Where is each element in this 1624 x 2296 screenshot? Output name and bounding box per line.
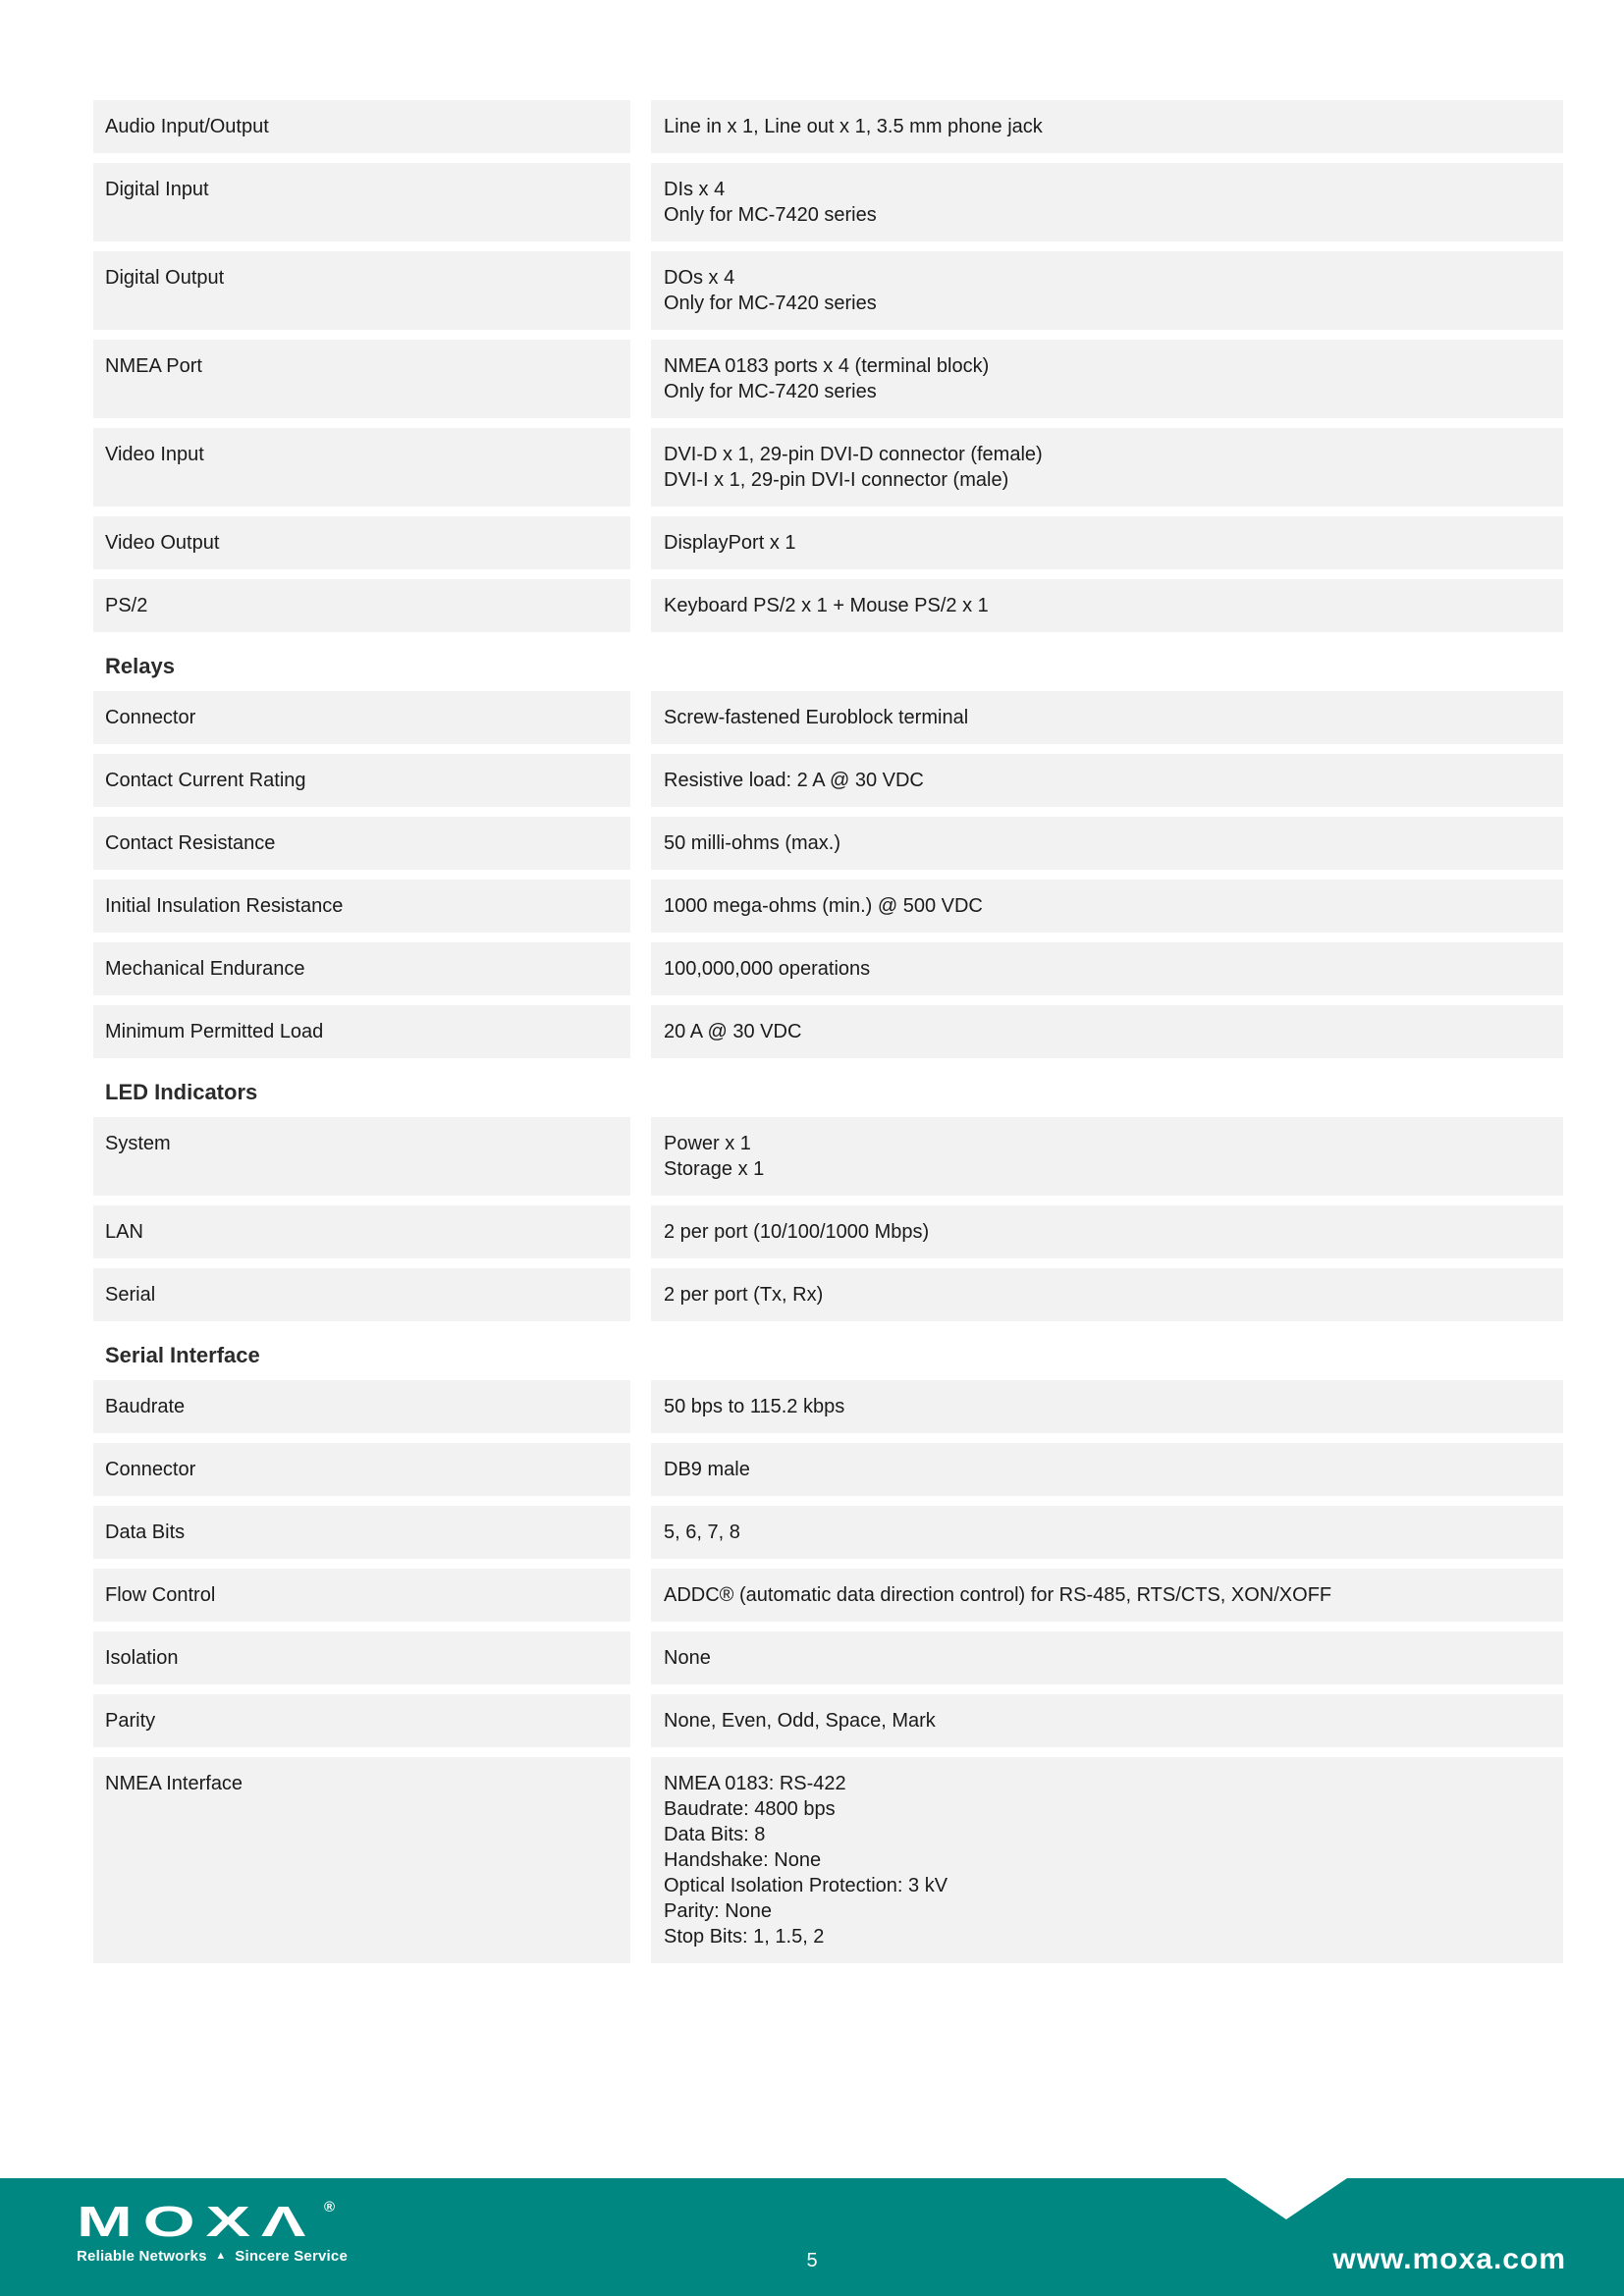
spec-value-line: None <box>664 1647 711 1669</box>
spec-label: Audio Input/Output <box>93 100 630 153</box>
spec-value <box>651 1005 1563 1058</box>
spec-label: Isolation <box>93 1631 630 1684</box>
spec-value <box>651 1268 1563 1321</box>
spec-value-line: None, Even, Odd, Space, Mark <box>664 1710 936 1732</box>
spec-label: Contact Resistance <box>93 817 630 870</box>
spec-value-line: Stop Bits: 1, 1.5, 2 <box>664 1926 825 1948</box>
page-footer <box>0 2178 1624 2296</box>
section-title: Serial Interface <box>105 1343 260 1367</box>
spec-value <box>651 428 1563 507</box>
spec-label: LAN <box>93 1205 630 1258</box>
spec-label: System <box>93 1117 630 1196</box>
spec-value-line: Line in x 1, Line out x 1, 3.5 mm phone jack <box>664 116 1043 137</box>
spec-value <box>651 251 1563 330</box>
spec-label: PS/2 <box>93 579 630 632</box>
section-title: Relays <box>105 654 175 678</box>
spec-value <box>651 1205 1563 1258</box>
spec-label: Data Bits <box>93 1506 630 1559</box>
spec-value-line: 2 per port (Tx, Rx) <box>664 1284 824 1306</box>
spec-value <box>651 1506 1563 1559</box>
spec-value-line: 20 A @ 30 VDC <box>664 1021 802 1042</box>
table-row <box>93 340 1563 418</box>
spec-label: Video Output <box>93 516 630 569</box>
spec-value <box>651 100 1563 153</box>
tagline-right: Sincere Service <box>235 2248 348 2265</box>
spec-label: Connector <box>93 691 630 744</box>
spec-value <box>651 1631 1563 1684</box>
spec-value-line: Only for MC-7420 series <box>664 381 877 402</box>
spec-value-line: Optical Isolation Protection: 3 kV <box>664 1875 948 1896</box>
brand-wordmark: MOXΛ <box>77 2198 317 2246</box>
spec-value-line: DIs x 4 <box>664 179 726 200</box>
spec-label: Connector <box>93 1443 630 1496</box>
spec-value <box>651 754 1563 807</box>
spec-table <box>93 100 1563 1973</box>
spec-value-line: DisplayPort x 1 <box>664 532 796 554</box>
spec-value-line: DVI-I x 1, 29-pin DVI-I connector (male) <box>664 469 1009 491</box>
spec-value-line: 2 per port (10/100/1000 Mbps) <box>664 1221 930 1243</box>
spec-label: Video Input <box>93 428 630 507</box>
spec-value-line: 100,000,000 operations <box>664 958 871 980</box>
spec-value <box>651 340 1563 418</box>
spec-label: Serial <box>93 1268 630 1321</box>
table-row <box>93 1117 1563 1196</box>
spec-label: Digital Input <box>93 163 630 241</box>
spec-value-line: 1000 mega-ohms (min.) @ 500 VDC <box>664 895 983 917</box>
table-row <box>93 1506 1563 1559</box>
spec-value <box>651 516 1563 569</box>
table-row <box>93 691 1563 744</box>
spec-value-line: NMEA 0183: RS-422 <box>664 1773 846 1794</box>
table-row <box>93 1757 1563 1963</box>
spec-value-line: DVI-D x 1, 29-pin DVI-D connector (female) <box>664 444 1043 465</box>
spec-label: Minimum Permitted Load <box>93 1005 630 1058</box>
spec-value-line: Storage x 1 <box>664 1158 765 1180</box>
table-row <box>93 817 1563 870</box>
spec-value <box>651 1380 1563 1433</box>
table-row <box>93 1380 1563 1433</box>
spec-value <box>651 1443 1563 1496</box>
triangle-icon: ▲ <box>215 2250 227 2262</box>
spec-value <box>651 691 1563 744</box>
table-row <box>93 163 1563 241</box>
spec-value-line: DOs x 4 <box>664 267 735 289</box>
spec-value-line: Only for MC-7420 series <box>664 204 877 226</box>
spec-label: Mechanical Endurance <box>93 942 630 995</box>
table-row <box>93 516 1563 569</box>
spec-value <box>651 1694 1563 1747</box>
table-row <box>93 251 1563 330</box>
spec-value-line: Parity: None <box>664 1900 773 1922</box>
spec-value-line: Baudrate: 4800 bps <box>664 1798 836 1820</box>
spec-value-line: 50 bps to 115.2 kbps <box>664 1396 845 1417</box>
spec-label: Parity <box>93 1694 630 1747</box>
spec-value-line: NMEA 0183 ports x 4 (terminal block) <box>664 355 990 377</box>
section-title: LED Indicators <box>105 1080 258 1104</box>
table-row <box>93 1005 1563 1058</box>
spec-value <box>651 1757 1563 1963</box>
spec-value-line: Keyboard PS/2 x 1 + Mouse PS/2 x 1 <box>664 595 989 616</box>
table-row <box>93 100 1563 153</box>
spec-label: Initial Insulation Resistance <box>93 880 630 933</box>
spec-value-line: Resistive load: 2 A @ 30 VDC <box>664 770 924 791</box>
table-row <box>93 880 1563 933</box>
page-number: 5 <box>806 2250 818 2271</box>
spec-label: NMEA Interface <box>93 1757 630 1963</box>
spec-label: Flow Control <box>93 1569 630 1622</box>
table-row <box>93 942 1563 995</box>
spec-value-line: Screw-fastened Euroblock terminal <box>664 707 969 728</box>
spec-value <box>651 880 1563 933</box>
website-link[interactable]: www.moxa.com <box>1332 2243 1566 2275</box>
spec-value-line: Data Bits: 8 <box>664 1824 766 1845</box>
spec-label: NMEA Port <box>93 340 630 418</box>
table-row <box>93 428 1563 507</box>
spec-label: Baudrate <box>93 1380 630 1433</box>
spec-label: Contact Current Rating <box>93 754 630 807</box>
table-row <box>93 1268 1563 1321</box>
tagline-left: Reliable Networks <box>77 2248 207 2265</box>
table-row <box>93 1569 1563 1622</box>
spec-value <box>651 942 1563 995</box>
spec-value-line: Handshake: None <box>664 1849 822 1871</box>
spec-value-line: Only for MC-7420 series <box>664 293 877 314</box>
table-row <box>93 1694 1563 1747</box>
table-row <box>93 579 1563 632</box>
spec-value-line: ADDC® (automatic data direction control) for RS-485, RTS/CTS, XON/XOFF <box>664 1584 1332 1606</box>
brand-row <box>77 2198 361 2246</box>
registered-trademark-icon: ® <box>324 2199 336 2216</box>
table-row <box>93 754 1563 807</box>
spec-label: Digital Output <box>93 251 630 330</box>
table-row <box>93 1443 1563 1496</box>
table-row <box>93 1631 1563 1684</box>
spec-value-line: DB9 male <box>664 1459 750 1480</box>
spec-value <box>651 163 1563 241</box>
spec-value <box>651 1117 1563 1196</box>
spec-value <box>651 1569 1563 1622</box>
spec-value-line: 5, 6, 7, 8 <box>664 1522 740 1543</box>
ribbon-notch-icon <box>1225 2178 1347 2219</box>
spec-value <box>651 579 1563 632</box>
spec-value-line: Power x 1 <box>664 1133 751 1154</box>
spec-value <box>651 817 1563 870</box>
table-row <box>93 1205 1563 1258</box>
spec-value-line: 50 milli-ohms (max.) <box>664 832 841 854</box>
